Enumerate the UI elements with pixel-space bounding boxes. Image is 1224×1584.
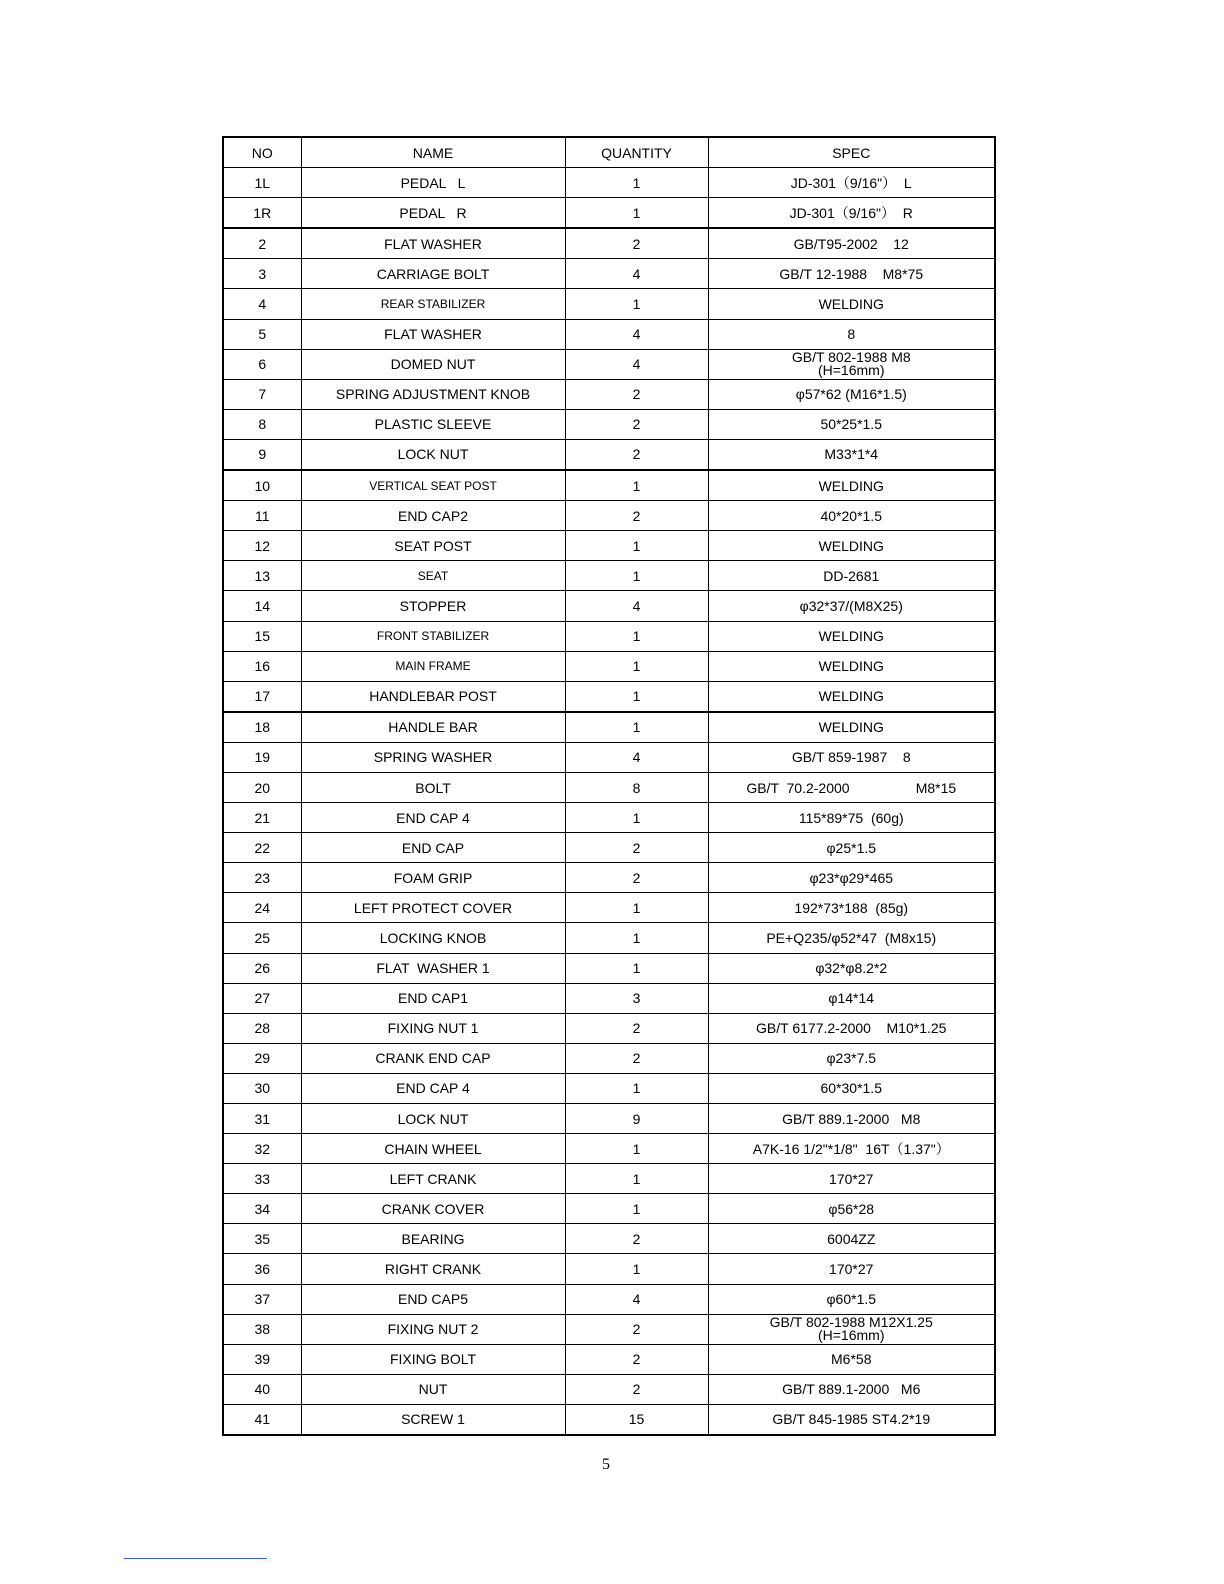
part-spec: 8 xyxy=(708,319,995,349)
table-row xyxy=(223,319,995,349)
table-row xyxy=(223,803,995,833)
table-row xyxy=(223,289,995,319)
part-name: FIXING NUT 2 xyxy=(301,1314,565,1344)
part-spec: 40*20*1.5 xyxy=(708,501,995,531)
part-spec: GB/T 12-1988 M8*75 xyxy=(708,259,995,289)
part-name: CRANK END CAP xyxy=(301,1043,565,1073)
table-row xyxy=(223,681,995,712)
part-quantity: 3 xyxy=(565,983,708,1013)
part-spec: 50*25*1.5 xyxy=(708,409,995,439)
part-no: 8 xyxy=(223,409,301,439)
table-row xyxy=(223,1104,995,1134)
table-row xyxy=(223,439,995,470)
part-quantity: 2 xyxy=(565,1043,708,1073)
header-no: NO xyxy=(223,137,301,168)
part-quantity: 2 xyxy=(565,439,708,470)
table-row xyxy=(223,379,995,409)
part-quantity: 2 xyxy=(565,833,708,863)
part-name: RIGHT CRANK xyxy=(301,1254,565,1284)
part-no: 1L xyxy=(223,168,301,198)
part-spec: 170*27 xyxy=(708,1254,995,1284)
table-row xyxy=(223,1344,995,1374)
part-name: LOCKING KNOB xyxy=(301,923,565,953)
part-no: 1R xyxy=(223,198,301,229)
header-name: NAME xyxy=(301,137,565,168)
part-quantity: 4 xyxy=(565,1284,708,1314)
part-quantity: 1 xyxy=(565,712,708,743)
part-name: CARRIAGE BOLT xyxy=(301,259,565,289)
part-no: 29 xyxy=(223,1043,301,1073)
part-spec: A7K-16 1/2"*1/8" 16T（1.37"） xyxy=(708,1134,995,1164)
part-name: SPRING ADJUSTMENT KNOB xyxy=(301,379,565,409)
part-name: LEFT PROTECT COVER xyxy=(301,893,565,923)
part-name: FIXING BOLT xyxy=(301,1344,565,1374)
part-quantity: 1 xyxy=(565,168,708,198)
part-name: LOCK NUT xyxy=(301,439,565,470)
header-spec: SPEC xyxy=(708,137,995,168)
part-spec: GB/T 889.1-2000 M8 xyxy=(708,1104,995,1134)
part-no: 25 xyxy=(223,923,301,953)
part-name: END CAP xyxy=(301,833,565,863)
part-quantity: 2 xyxy=(565,1224,708,1254)
part-quantity: 1 xyxy=(565,803,708,833)
part-no: 39 xyxy=(223,1344,301,1374)
part-no: 38 xyxy=(223,1314,301,1344)
part-spec: WELDING xyxy=(708,289,995,319)
part-spec-text: GB/T 802-1988 M8 (H=16mm) xyxy=(791,349,911,379)
part-spec: φ23*7.5 xyxy=(708,1043,995,1073)
part-quantity: 1 xyxy=(565,1164,708,1194)
part-name: SCREW 1 xyxy=(301,1404,565,1435)
header-quantity: QUANTITY xyxy=(565,137,708,168)
table-row xyxy=(223,1284,995,1314)
part-spec: GB/T 70.2-2000 M8*15 xyxy=(708,772,995,802)
part-name: HANDLEBAR POST xyxy=(301,681,565,712)
part-quantity: 1 xyxy=(565,621,708,651)
table-row xyxy=(223,1404,995,1435)
part-no: 9 xyxy=(223,439,301,470)
table-row xyxy=(223,1314,995,1344)
part-spec: JD-301（9/16"） L xyxy=(708,168,995,198)
part-name: FLAT WASHER xyxy=(301,319,565,349)
part-no: 12 xyxy=(223,531,301,561)
part-name: FLAT WASHER 1 xyxy=(301,953,565,983)
part-spec: WELDING xyxy=(708,712,995,743)
part-spec: M6*58 xyxy=(708,1344,995,1374)
part-quantity: 1 xyxy=(565,561,708,591)
part-name: FRONT STABILIZER xyxy=(301,621,565,651)
part-quantity: 1 xyxy=(565,681,708,712)
table-row xyxy=(223,1043,995,1073)
part-no: 14 xyxy=(223,591,301,621)
part-no: 31 xyxy=(223,1104,301,1134)
part-quantity: 2 xyxy=(565,1314,708,1344)
part-spec: WELDING xyxy=(708,681,995,712)
part-quantity: 2 xyxy=(565,863,708,893)
part-no: 18 xyxy=(223,712,301,743)
part-name: PEDAL L xyxy=(301,168,565,198)
table-row xyxy=(223,953,995,983)
part-quantity: 2 xyxy=(565,228,708,259)
table-row xyxy=(223,1073,995,1103)
part-spec: φ25*1.5 xyxy=(708,833,995,863)
part-spec: φ32*φ8.2*2 xyxy=(708,953,995,983)
part-name: REAR STABILIZER xyxy=(301,289,565,319)
part-quantity: 1 xyxy=(565,1134,708,1164)
table-row xyxy=(223,833,995,863)
part-spec: WELDING xyxy=(708,470,995,501)
table-row xyxy=(223,651,995,681)
part-spec: φ56*28 xyxy=(708,1194,995,1224)
part-quantity: 1 xyxy=(565,1073,708,1103)
table-row xyxy=(223,198,995,229)
part-quantity: 1 xyxy=(565,289,708,319)
part-quantity: 1 xyxy=(565,953,708,983)
part-name: LOCK NUT xyxy=(301,1104,565,1134)
part-spec: 60*30*1.5 xyxy=(708,1073,995,1103)
part-no: 13 xyxy=(223,561,301,591)
part-name: FOAM GRIP xyxy=(301,863,565,893)
part-no: 6 xyxy=(223,349,301,379)
table-row xyxy=(223,772,995,802)
part-name: PEDAL R xyxy=(301,198,565,229)
part-quantity: 15 xyxy=(565,1404,708,1435)
part-spec-text: GB/T 802-1988 M12X1.25 (H=16mm) xyxy=(769,1314,933,1344)
part-spec: GB/T 859-1987 8 xyxy=(708,742,995,772)
part-quantity: 4 xyxy=(565,742,708,772)
part-quantity: 9 xyxy=(565,1104,708,1134)
part-no: 22 xyxy=(223,833,301,863)
part-name: BEARING xyxy=(301,1224,565,1254)
part-name: SEAT POST xyxy=(301,531,565,561)
part-no: 2 xyxy=(223,228,301,259)
part-no: 5 xyxy=(223,319,301,349)
part-no: 34 xyxy=(223,1194,301,1224)
table-row xyxy=(223,1224,995,1254)
part-name: LEFT CRANK xyxy=(301,1164,565,1194)
footnote-separator xyxy=(124,1558,267,1559)
part-no: 40 xyxy=(223,1374,301,1404)
part-spec: φ32*37/(M8X25) xyxy=(708,591,995,621)
part-no: 4 xyxy=(223,289,301,319)
part-no: 28 xyxy=(223,1013,301,1043)
part-quantity: 1 xyxy=(565,1254,708,1284)
table-row xyxy=(223,531,995,561)
part-no: 26 xyxy=(223,953,301,983)
part-spec: φ23*φ29*465 xyxy=(708,863,995,893)
page-number: 5 xyxy=(602,1456,610,1473)
part-quantity: 1 xyxy=(565,470,708,501)
part-no: 19 xyxy=(223,742,301,772)
part-quantity: 2 xyxy=(565,409,708,439)
part-spec: 6004ZZ xyxy=(708,1224,995,1254)
part-name: END CAP1 xyxy=(301,983,565,1013)
part-spec xyxy=(708,1314,995,1344)
part-no: 23 xyxy=(223,863,301,893)
part-name: END CAP2 xyxy=(301,501,565,531)
part-spec: GB/T 845-1985 ST4.2*19 xyxy=(708,1404,995,1435)
table-row xyxy=(223,501,995,531)
part-name: MAIN FRAME xyxy=(301,651,565,681)
table-row xyxy=(223,349,995,379)
part-no: 30 xyxy=(223,1073,301,1103)
part-quantity: 4 xyxy=(565,319,708,349)
part-no: 24 xyxy=(223,893,301,923)
part-quantity: 4 xyxy=(565,591,708,621)
part-name: END CAP 4 xyxy=(301,1073,565,1103)
part-spec: WELDING xyxy=(708,621,995,651)
part-quantity: 2 xyxy=(565,501,708,531)
part-spec: M33*1*4 xyxy=(708,439,995,470)
part-quantity: 1 xyxy=(565,198,708,229)
part-no: 37 xyxy=(223,1284,301,1314)
table-row xyxy=(223,409,995,439)
part-name: DOMED NUT xyxy=(301,349,565,379)
part-spec: φ60*1.5 xyxy=(708,1284,995,1314)
table-header-row xyxy=(223,137,995,168)
part-name: SPRING WASHER xyxy=(301,742,565,772)
table-row xyxy=(223,591,995,621)
part-spec: φ57*62 (M16*1.5) xyxy=(708,379,995,409)
part-spec: 192*73*188 (85g) xyxy=(708,893,995,923)
part-spec: GB/T 889.1-2000 M6 xyxy=(708,1374,995,1404)
part-name: END CAP 4 xyxy=(301,803,565,833)
part-no: 41 xyxy=(223,1404,301,1435)
table-row xyxy=(223,228,995,259)
table-row xyxy=(223,1164,995,1194)
part-no: 21 xyxy=(223,803,301,833)
table-row xyxy=(223,1134,995,1164)
part-quantity: 1 xyxy=(565,1194,708,1224)
table-row xyxy=(223,712,995,743)
part-no: 33 xyxy=(223,1164,301,1194)
part-name: END CAP5 xyxy=(301,1284,565,1314)
part-spec: 170*27 xyxy=(708,1164,995,1194)
table-row xyxy=(223,1013,995,1043)
part-quantity: 4 xyxy=(565,349,708,379)
part-no: 10 xyxy=(223,470,301,501)
part-name: FIXING NUT 1 xyxy=(301,1013,565,1043)
part-quantity: 4 xyxy=(565,259,708,289)
part-name: CRANK COVER xyxy=(301,1194,565,1224)
part-name: VERTICAL SEAT POST xyxy=(301,470,565,501)
part-no: 32 xyxy=(223,1134,301,1164)
table-row xyxy=(223,1254,995,1284)
part-quantity: 2 xyxy=(565,1374,708,1404)
part-spec: WELDING xyxy=(708,531,995,561)
part-no: 27 xyxy=(223,983,301,1013)
part-spec: WELDING xyxy=(708,651,995,681)
table-row xyxy=(223,259,995,289)
part-quantity: 1 xyxy=(565,893,708,923)
part-name: BOLT xyxy=(301,772,565,802)
part-quantity: 1 xyxy=(565,651,708,681)
part-name: FLAT WASHER xyxy=(301,228,565,259)
part-quantity: 1 xyxy=(565,531,708,561)
part-name: PLASTIC SLEEVE xyxy=(301,409,565,439)
part-no: 17 xyxy=(223,681,301,712)
part-no: 11 xyxy=(223,501,301,531)
table-row xyxy=(223,923,995,953)
part-spec: GB/T95-2002 12 xyxy=(708,228,995,259)
part-spec: JD-301（9/16"） R xyxy=(708,198,995,229)
table-row xyxy=(223,470,995,501)
part-name: SEAT xyxy=(301,561,565,591)
part-no: 15 xyxy=(223,621,301,651)
part-spec: PE+Q235/φ52*47 (M8x15) xyxy=(708,923,995,953)
part-spec: GB/T 6177.2-2000 M10*1.25 xyxy=(708,1013,995,1043)
table-row xyxy=(223,983,995,1013)
table-row xyxy=(223,742,995,772)
table-row xyxy=(223,1194,995,1224)
part-name: STOPPER xyxy=(301,591,565,621)
part-name: HANDLE BAR xyxy=(301,712,565,743)
part-quantity: 2 xyxy=(565,379,708,409)
part-spec xyxy=(708,349,995,379)
parts-table xyxy=(222,136,996,1436)
table-row xyxy=(223,863,995,893)
part-spec: φ14*14 xyxy=(708,983,995,1013)
table-row xyxy=(223,893,995,923)
part-no: 3 xyxy=(223,259,301,289)
part-no: 36 xyxy=(223,1254,301,1284)
part-spec: 115*89*75 (60g) xyxy=(708,803,995,833)
part-quantity: 1 xyxy=(565,923,708,953)
part-no: 20 xyxy=(223,772,301,802)
table-row xyxy=(223,1374,995,1404)
table-row xyxy=(223,621,995,651)
part-quantity: 8 xyxy=(565,772,708,802)
table-row xyxy=(223,168,995,198)
part-no: 16 xyxy=(223,651,301,681)
part-name: CHAIN WHEEL xyxy=(301,1134,565,1164)
part-quantity: 2 xyxy=(565,1344,708,1374)
part-quantity: 2 xyxy=(565,1013,708,1043)
part-no: 7 xyxy=(223,379,301,409)
part-name: NUT xyxy=(301,1374,565,1404)
part-no: 35 xyxy=(223,1224,301,1254)
part-spec: DD-2681 xyxy=(708,561,995,591)
table-row xyxy=(223,561,995,591)
